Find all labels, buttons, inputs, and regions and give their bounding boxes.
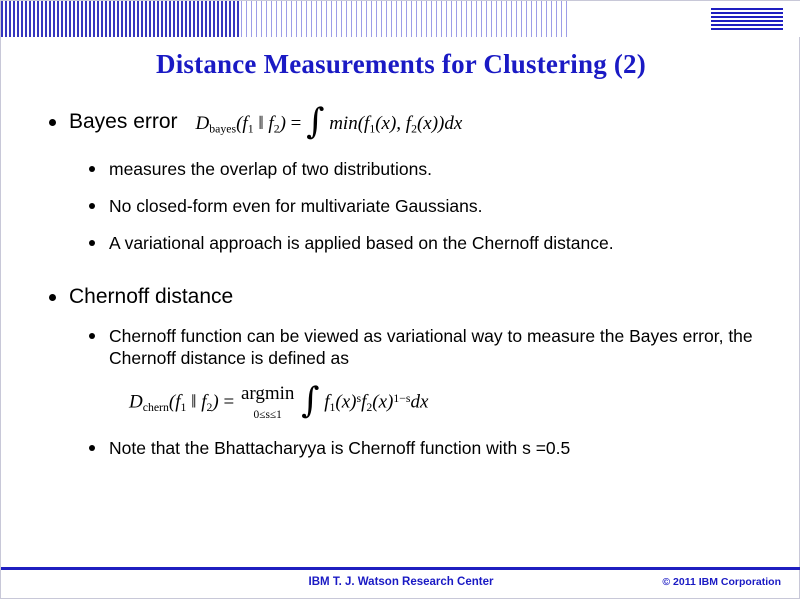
slide-header (1, 1, 800, 37)
bullet-dot-icon (49, 119, 56, 126)
equation-chernoff-distance: $D_{chern}(f_1$ ‖ $f_2) = argmin$ 0≤s≤1 ∫ $f_1(x)^sf_2(x)^{1-s}dx$ (129, 379, 429, 422)
slide-body (1, 101, 800, 561)
equation-bayes-error: $D_{bayes}(f_1$ ‖ $f_2$) = ∫ $\min(f_1(x)$, $f_2(x))dx$ (195, 101, 463, 143)
bullet-chernoff-sub-1 (85, 325, 769, 371)
bullet-bayes-sub-2 (85, 195, 800, 218)
slide-footer (1, 571, 800, 599)
bullet-bayes-error-label: Bayes error (69, 110, 178, 133)
bullet-chernoff-distance-label: Chernoff distance (69, 285, 234, 309)
page-title: Distance Measurements for Clustering (2) (156, 49, 646, 79)
bullet-bayes-sub-2-label: No closed-form even for multivariate Gaussians. (109, 195, 483, 216)
bullet-chernoff-sub-2 (85, 437, 800, 460)
argmin-operator: argmin 0≤s≤1 (240, 383, 295, 422)
bullet-dot-icon (89, 166, 95, 172)
footer-copyright: © 2011 IBM Corporation (662, 576, 781, 588)
bullet-chernoff-sub-2-label: Note that the Bhattacharyya is Chernoff function with s =0.5 (109, 437, 571, 458)
bullet-dot-icon (89, 445, 95, 451)
footer-center-text: IBM T. J. Watson Research Center (308, 576, 494, 588)
bullet-bayes-sub-3 (85, 232, 800, 255)
bullet-bayes-sub-3-label: A variational approach is applied based on the Chernoff distance. (109, 232, 614, 253)
bullet-bayes-sub-1-label: measures the overlap of two distributions. (109, 159, 432, 180)
bullet-bayes-error (45, 101, 800, 143)
footer-divider (1, 567, 800, 570)
bullet-bayes-sub-1 (85, 158, 800, 181)
bullet-dot-icon (89, 240, 95, 246)
bullet-chernoff-sub-1-label: Chernoff function can be viewed as variational way to measure the Bayes error, the Chernoff distance is defined as (109, 325, 753, 369)
bullet-dot-icon (89, 203, 95, 209)
ibm-logo-icon (711, 8, 783, 30)
header-stripe-pattern-dense (1, 1, 241, 37)
bullet-chernoff-distance (45, 284, 800, 310)
bullet-dot-icon (49, 294, 56, 301)
bullet-dot-icon (89, 333, 95, 339)
header-stripe-pattern-fade (241, 1, 571, 37)
